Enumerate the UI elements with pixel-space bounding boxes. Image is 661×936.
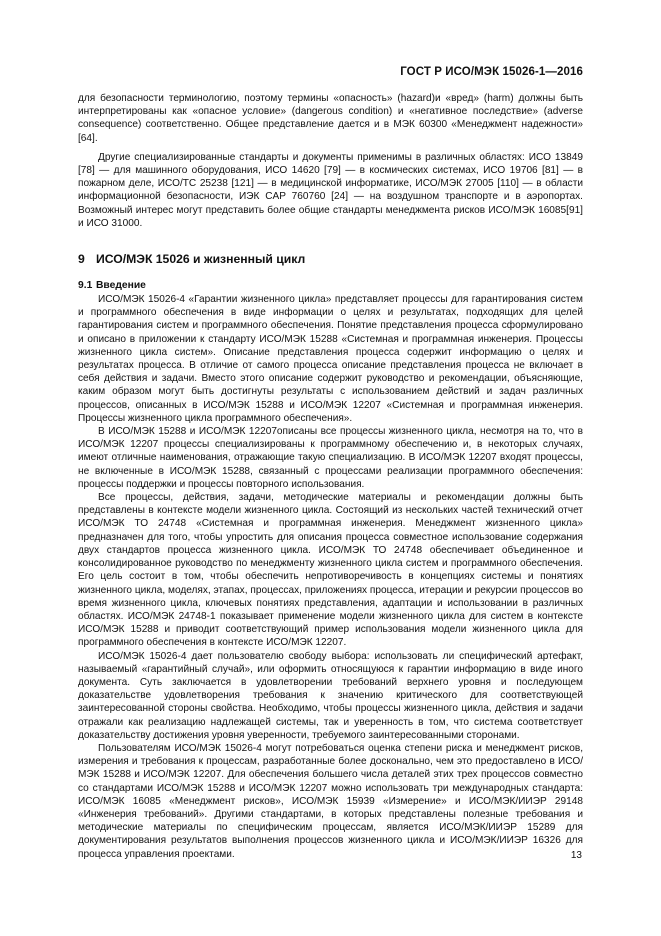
document-code-header: ГОСТ Р ИСО/МЭК 15026-1—2016: [400, 66, 583, 78]
section-title: ИСО/МЭК 15026 и жизненный цикл: [96, 252, 306, 267]
paragraph: Все процессы, действия, задачи, методические материалы и рекомендации должны быть представлены в контексте модели жизненного цикла. Состоящий из нескольких частей технический отчет ИСО/МЭК ТО 24748 «Системная и программная инженерия. Менеджмент жизненного цикла» предназначен для того, чтобы упростить для описания процесса совместное использование содержания двух стандартов процесса жизненного цикла. ИСО/МЭК ТО 24748 обеспечивает объединенное и консолидированное руководство по менеджменту жизненного цикла систем и программного обеспечения. Его цель состоит в том, чтобы обеспечить непротиворечивость в концепциях системы и понятиях жизненного цикла, моделях, этапах, процессах, приложениях процесса, итерации и рекурсии процессов во время жизненного цикла, ключевых понятиях представления, адаптации и использовании в различных областях. ИСО/МЭК 24748-1 показывает применение модели жизненного цикла для систем в контексте ИСО/МЭК 15288 и приводит соответствующий пример использования модели жизненного цикла для программного обеспечения в контексте ИСО/МЭК 12207.: [78, 492, 583, 649]
section-number: 9: [78, 252, 85, 267]
subsection-heading: [78, 280, 583, 291]
paragraph: ИСО/МЭК 15026-4 «Гарантии жизненного цикла» представляет процессы для гарантирования систем и программного обеспечения в виде информации о целях и результатах, подходящих для целей гарантирования систем и программного обеспечения. Понятие представления процесса сформулировано и описано в приложении к стандарту ИСО/МЭК 15288 «Системная и программная инженерия. Процессы жизненного цикла систем». Описание представления процесса содержит информацию о целях и результатах процесса. В отличие от самого процесса описание представления процесса не включает в себя действия и задачи. Вместо этого описание содержит руководство и рекомендации, объясняющие, каким образом могут быть достигнуты результаты с использованием действий и задач различных процессов, описанных в ИСО/МЭК 15288 и ИСО/МЭК 12207 «Системная и программная инженерия. Процессы жизненного цикла программного обеспечения».: [78, 294, 583, 424]
subsection-title: Введение: [96, 280, 146, 292]
paragraph: В ИСО/МЭК 15288 и ИСО/МЭК 12207описаны все процессы жизненного цикла, несмотря на то, что в ИСО/МЭК 12207 процессы специализированы к программному обеспечению и, в некоторых случаях, имеют отличные наименования, отражающие такую специализацию. В ИСО/МЭК 12207 входят процессы, не включенные в ИСО/МЭК 15288, связанный с процессами реализации программного обеспечения: процессы поддержки и процессы повторного использования.: [78, 426, 583, 490]
section-heading: [78, 252, 583, 266]
subsection-number: 9.1: [78, 280, 93, 292]
page-number: 13: [570, 850, 582, 861]
paragraph-standards-list: Другие специализированные стандарты и документы применимы в различных областях: ИСО 13849 [78] — для машинного оборудования, ИСО 14620 [79] — в космических системах, ИСО 19706 [81] — в пожарном деле, ИСО/ТС 25238 [121] — в медицинской информатике, ИСО/МЭК 27005 [110] — в области информационной безопасности, ИЭК CAP 760760 [24] — на воздушном транспорте и в аэропортах. Возможный интерес могут представить более общие стандарты менеджмента рисков ИСО/МЭК 16085[91] и ИСО 31000.: [78, 151, 583, 229]
page-content: [78, 92, 583, 861]
paragraph: Пользователям ИСО/МЭК 15026-4 могут потребоваться оценка степени риска и менеджмент рисков, измерения и требования к процессам, разработанные более досконально, чем это предоставлено в ИСО/МЭК 15288 и ИСО/МЭК 12207. Для обеспечения большего числа деталей этих трех процессов совместно со стандартами ИСО/МЭК 15288 и ИСО/МЭК 12207 можно использовать три международных стандарта: ИСО/МЭК 16085 «Менеджмент рисков», ИСО/МЭК 15939 «Измерение» и ИСО/МЭК/ИИЭР 29148 «Инженерия требований». Другими стандартами, в которых представлены полезные требования и методические материалы по специфическим процессам, является ИСО/МЭК/ИИЭР 15289 для документирования результатов выполнения процессов жизненного цикла и ИСО/МЭК/ИИЭР 16326 для процесса управления проектами.: [78, 742, 583, 860]
paragraph: ИСО/МЭК 15026-4 дает пользователю свободу выбора: использовать ли специфический артефакт, называемый «гарантийный случай», или оформить относящуюся к гарантии информацию в виде иного документа. Суть заключается в удовлетворении требований верхнего уровня и последующем доказательстве удовлетворения требования к значению критического для соответствующей заинтересованной стороны свойства. Необходимо, чтобы процессы жизненного цикла, действия и задачи отражали как реализацию надлежащей системы, так и уверенность в том, что система соответствует доказательству достижения уровня уверенности, требуемого заинтересованными сторонами.: [78, 650, 583, 741]
paragraph-continued: для безопасности терминологию, поэтому термины «опасность» (hazard)и «вред» (harm) должны быть интерпретированы как «опасное условие» (dangerous condition) и «негативное последствие» (adverse consequence) соответственно. Общее представление дается и в МЭК 60300 «Менеджмент надежности» [64].: [78, 93, 583, 144]
